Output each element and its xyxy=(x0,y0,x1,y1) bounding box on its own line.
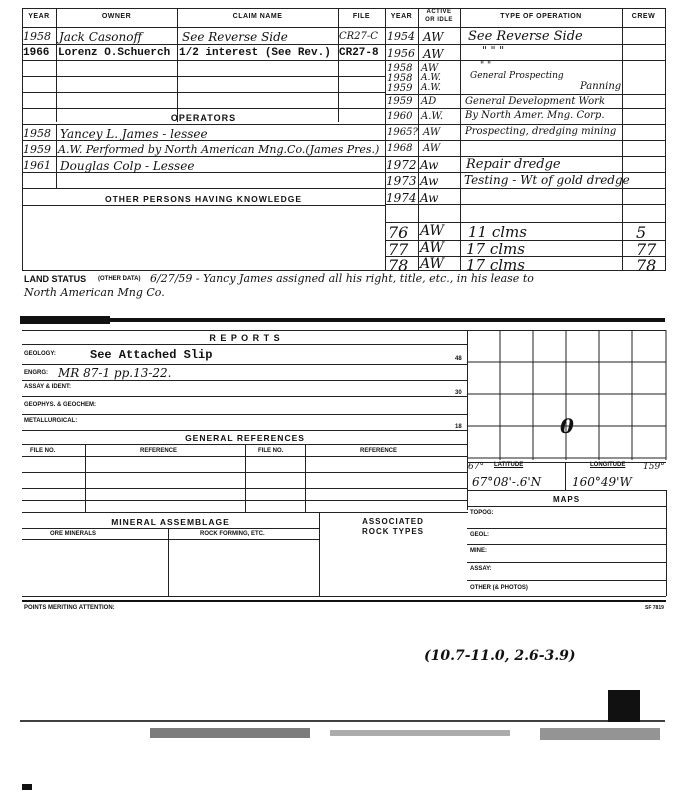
maps-other-label: OTHER (& PHOTOS) xyxy=(470,585,528,591)
form-number: SF 7819 xyxy=(645,605,664,611)
col-reference: REFERENCE xyxy=(360,448,398,454)
owner-row-owner: Jack Casonoff xyxy=(59,30,142,44)
owner-row-file: CR27-C xyxy=(339,31,378,42)
ops-row-year: 1972 xyxy=(386,158,417,172)
scan-artifact-line xyxy=(20,720,665,722)
header-claim-name: CLAIM NAME xyxy=(232,13,283,20)
maps-topog-label: TOPOG: xyxy=(470,510,494,516)
ops-row-status: AD xyxy=(421,96,437,107)
owner-row-year: 1958 xyxy=(23,30,51,43)
grid-location-mark: 0 xyxy=(560,414,574,438)
ops-row-status: A.W. xyxy=(421,111,444,122)
land-status-sublabel: (OTHER DATA) xyxy=(98,276,141,282)
ops-row-year: 77 xyxy=(388,240,409,259)
ops-row-status: AW xyxy=(420,256,444,272)
ops-row-status: Aw xyxy=(420,158,439,172)
ops-row-type: 17 clms xyxy=(466,240,525,258)
operator-name: Yancey L. James - lessee xyxy=(60,127,208,141)
col-reference: REFERENCE xyxy=(140,448,178,454)
metallurgical-label: METALLURGICAL: xyxy=(24,418,78,424)
scan-artifact-smudge xyxy=(330,730,510,736)
ops-row-status: AW xyxy=(420,223,444,239)
col-file-no: FILE NO. xyxy=(30,448,56,454)
mineral-title: MINERAL ASSEMBLAGE xyxy=(111,517,230,527)
ops-row-type: See Reverse Side xyxy=(468,29,583,44)
ops-row-type: By North Amer. Mng. Corp. xyxy=(465,110,605,121)
points-label: POINTS MERITING ATTENTION: xyxy=(24,605,115,611)
ore-minerals-label: ORE MINERALS xyxy=(50,531,97,537)
operators-title: OPERATORS xyxy=(170,113,237,123)
divider-bar xyxy=(20,318,665,322)
header-crew: CREW xyxy=(631,13,656,20)
ops-row-year: 1974 xyxy=(386,191,417,205)
ops-row-status: AW xyxy=(420,240,444,256)
header-owner: OWNER xyxy=(101,13,132,20)
longitude-label: LONGITUDE xyxy=(590,462,626,468)
latitude-prefix: 67° xyxy=(468,462,484,472)
other-persons-title: OTHER PERSONS HAVING KNOWLEDGE xyxy=(104,194,303,204)
ops-row-status: AW xyxy=(423,30,444,44)
ops-row-year: 1973 xyxy=(386,174,417,188)
ops-row-year: 1954 xyxy=(387,30,415,43)
maps-mine-label: MINE: xyxy=(470,548,487,554)
header-idle: OR IDLE xyxy=(425,17,453,23)
bottom-note: (10.7-11.0, 2.6-3.9) xyxy=(424,648,576,664)
ops-row-status: Aw xyxy=(420,191,439,205)
ops-row-year: 1965? xyxy=(387,127,418,138)
ops-row-type: 17 clms xyxy=(466,256,525,274)
ops-row-year: 1958 xyxy=(387,63,413,74)
operator-name: Douglas Colp - Lessee xyxy=(60,159,195,173)
ops-row-year: 76 xyxy=(388,223,409,242)
scan-artifact-smudge xyxy=(540,728,660,740)
rock-types-label: ROCK TYPES xyxy=(361,527,424,536)
header-type-of-operation: TYPE OF OPERATION xyxy=(500,13,582,20)
ops-row-year: 1956 xyxy=(387,47,415,60)
ops-row-type: 11 clms xyxy=(468,223,527,241)
ops-row-year: 1958 xyxy=(387,73,413,84)
ops-row-year: 1960 xyxy=(387,111,413,122)
owner-row-claim-name: 1/2 interest (See Rev.) xyxy=(179,47,331,59)
owner-row-year: 1966 xyxy=(23,47,50,59)
scan-artifact-block xyxy=(608,690,640,722)
geology-value: See Attached Slip xyxy=(90,348,213,362)
operator-year: 1958 xyxy=(23,127,51,140)
engrg-value: MR 87-1 pp.13-22. xyxy=(58,366,172,380)
owner-row-owner: Lorenz O.Schuerch xyxy=(58,47,171,59)
ops-row-type: General Development Work xyxy=(465,96,606,107)
number-48: 48 xyxy=(455,356,462,362)
operator-name: A.W. Performed by North American Mng.Co.(James Pres.) xyxy=(58,143,380,156)
header-year: YEAR xyxy=(28,13,50,20)
rock-forming-label: ROCK FORMING, ETC. xyxy=(200,531,265,537)
ops-row-status: AW xyxy=(423,143,441,154)
reports-title: R E P O R T S xyxy=(209,333,281,343)
ops-row-year: 78 xyxy=(388,256,409,275)
owner-row-claim-name: See Reverse Side xyxy=(182,30,288,44)
general-references-title: GENERAL REFERENCES xyxy=(185,433,305,443)
longitude-value: 160°49'W xyxy=(572,475,632,489)
owner-row-file: CR27-8 xyxy=(339,47,379,59)
ops-row-status: Aw xyxy=(420,174,439,188)
ops-row-status: AW xyxy=(421,63,439,74)
maps-title: MAPS xyxy=(552,495,581,504)
ops-row-type: " " xyxy=(480,61,492,71)
longitude-suffix: 159° xyxy=(643,462,665,472)
operator-year: 1961 xyxy=(23,159,51,172)
scan-artifact-smudge xyxy=(150,728,310,738)
ops-row-status: A.W. xyxy=(421,83,441,93)
geology-label: GEOLOGY: xyxy=(24,351,56,357)
col-file-no: FILE NO. xyxy=(258,448,284,454)
grid-svg xyxy=(467,330,667,460)
ops-row-crew: 5 xyxy=(636,223,647,242)
scan-artifact-mark xyxy=(22,784,32,790)
maps-assay-label: ASSAY: xyxy=(470,566,492,572)
land-status-line1: 6/27/59 - Yancy James assigned all his right, title, etc., in his lease to xyxy=(150,272,534,285)
maps-geol-label: GEOL: xyxy=(470,532,489,538)
geophys-label: GEOPHYS. & GEOCHEM: xyxy=(24,402,97,408)
header-year-ops: YEAR xyxy=(390,13,413,20)
ops-row-status: AW xyxy=(423,127,441,138)
engrg-label: ENGRG: xyxy=(24,370,48,376)
ops-row-type: Testing - Wt of gold dredge xyxy=(464,173,630,187)
operator-year: 1959 xyxy=(23,143,51,156)
ops-row-crew: 78 xyxy=(636,256,657,275)
ops-row-type: Prospecting, dredging mining xyxy=(465,126,617,137)
latitude-label: LATITUDE xyxy=(494,462,524,468)
ops-row-crew: 77 xyxy=(636,240,657,259)
ops-row-type: " " " xyxy=(482,44,505,57)
ops-row-status: AW xyxy=(423,47,444,61)
ops-row-year: 1959 xyxy=(387,96,413,107)
latitude-value: 67°08'-.6'N xyxy=(472,475,542,489)
divider-bar xyxy=(20,316,110,324)
ops-row-year: 1968 xyxy=(387,143,413,154)
assay-label: ASSAY & IDENT: xyxy=(24,384,72,390)
header-file: FILE xyxy=(352,13,371,20)
ops-row-status: A.W. xyxy=(421,73,441,83)
ops-row-type: Repair dredge xyxy=(466,157,561,172)
land-status-line2: North American Mng Co. xyxy=(24,286,165,299)
ops-row-type: Panning xyxy=(580,81,622,92)
ops-row-year: 1959 xyxy=(387,83,413,94)
associated-label: ASSOCIATED xyxy=(362,517,424,526)
land-status-label: LAND STATUS xyxy=(24,274,87,284)
ops-row-type: General Prospecting xyxy=(470,71,564,81)
number-18: 18 xyxy=(455,424,462,430)
number-30: 30 xyxy=(455,390,462,396)
header-active: ACTIVE xyxy=(426,9,452,15)
